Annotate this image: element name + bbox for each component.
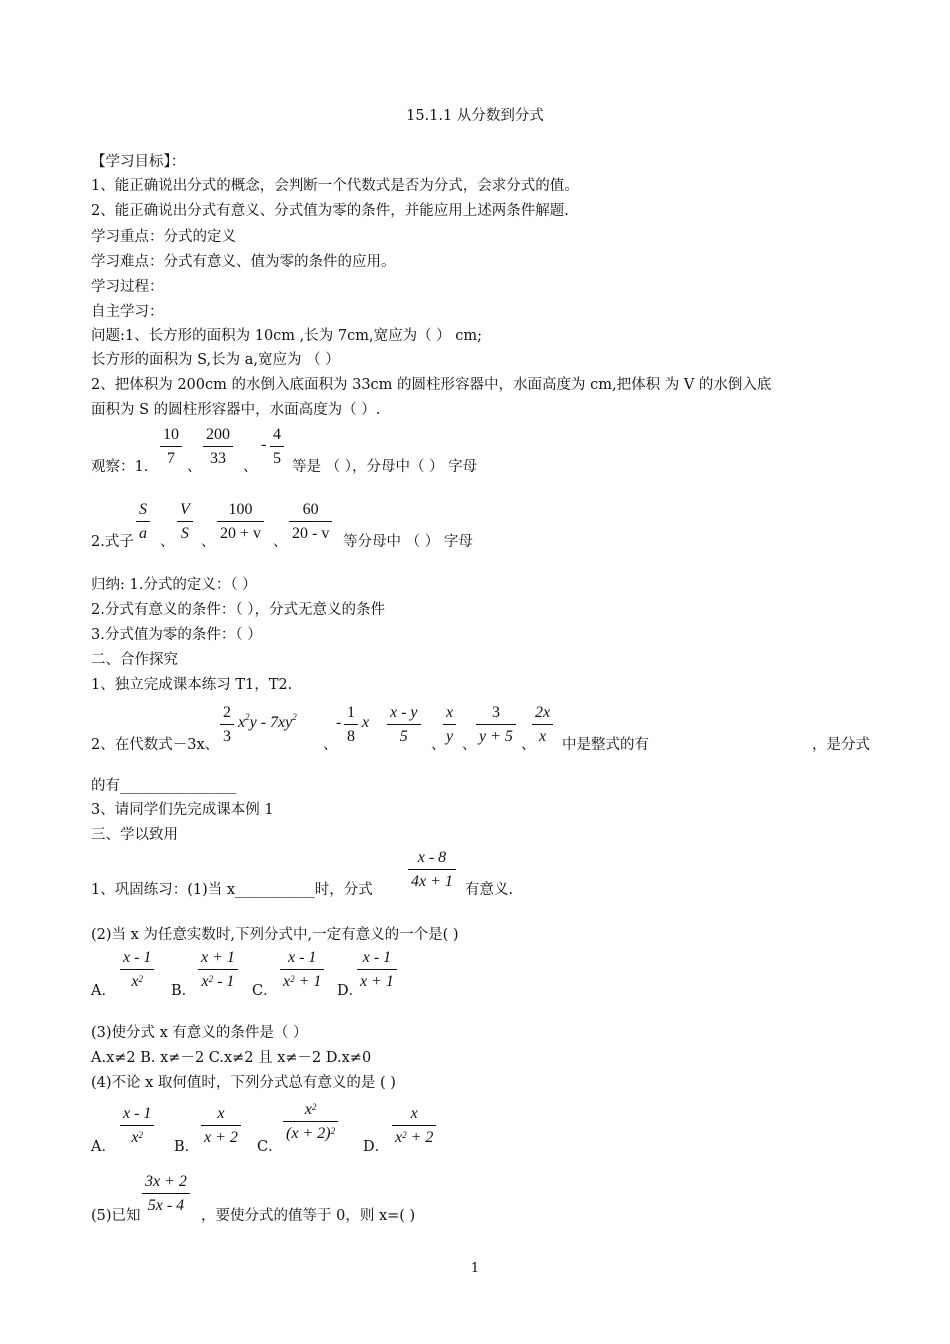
fraction-2-3: $\frac{2}{3}$ (220, 703, 234, 746)
question-1b: 长方形的面积为 S,长为 a,宽应为 （ ） (91, 352, 340, 368)
fraction-option-d: $\frac{x}{x^2 + 2}$ (392, 1104, 436, 1147)
objective-1: 1、能正确说出分式的概念，会判断一个代数式是否为分式，会求分式的值。 (91, 178, 579, 194)
option-b-label: B． (174, 1139, 200, 1155)
fraction-60: $\frac{60}{20 - v}$ (289, 500, 332, 543)
fraction-option-b: $\frac{x}{x + 2}$ (201, 1104, 241, 1147)
summary-1: 归纳: 1.分式的定义：（ ） (91, 577, 257, 593)
part-2-heading: 二、合作探究 (91, 652, 178, 668)
cooperate-2-prefix: 2、在代数式－3x、 (91, 737, 220, 753)
exercise-3: (3)使分式 x 有意义的条件是（ ） (91, 1025, 308, 1041)
separator: 、 (201, 534, 216, 550)
fraction-200-33: $\frac{200}{33}$ (203, 425, 233, 468)
exercise-1-prefix: 1、巩固练习：(1)当 x___________时，分式 (91, 882, 373, 898)
separator: 、 (521, 737, 536, 753)
exercise-3-options: A.x≠2 B. x≠－2 C.x≠2 且 x≠－2 D.x≠0 (91, 1050, 372, 1066)
fraction-option-c: $\frac{x - 1}{x^2 + 1}$ (280, 948, 324, 991)
part-3-heading: 三、学以致用 (91, 827, 178, 843)
option-c-label: C． (257, 1139, 283, 1155)
question-2a: 2、把体积为 200cm 的水倒入底面积为 33cm 的圆柱形容器中，水面高度为 cm,把体积 为 V 的水倒入底 (91, 377, 772, 393)
cooperate-2-mid: 中是整式的有 (562, 737, 649, 753)
exercise-1-suffix: 有意义. (465, 882, 514, 898)
fraction-1-8: $\frac{1}{8}$ (344, 703, 358, 746)
fraction-option-d: $\frac{x - 1}{x + 1}$ (357, 948, 397, 991)
separator: 、 (187, 459, 202, 475)
option-d-label: D． (363, 1139, 390, 1155)
variable-x: x (362, 714, 370, 731)
separator: 、 (462, 737, 477, 753)
process-heading: 学习过程： (91, 279, 164, 295)
fraction-V-S: $\frac{V}{S}$ (177, 500, 193, 543)
separator: 、 (323, 737, 338, 753)
fraction-option-b: $\frac{x + 1}{x^2 - 1}$ (198, 948, 238, 991)
option-d-label: D． (337, 983, 364, 999)
exercise-5-suffix: ，要使分式的值等于 0，则 x=( ) (201, 1208, 416, 1224)
cooperate-2-end: ，是分式 (812, 737, 870, 753)
separator: 、 (160, 534, 175, 550)
question-1a: 问题:1、长方形的面积为 10cm ,长为 7cm,宽应为（ ） cm; (91, 328, 483, 344)
cooperate-1: 1、独立完成课本练习 T1，T2. (91, 677, 293, 693)
fraction-S-a: $\frac{S}{a}$ (136, 500, 150, 543)
fraction-3-y5: $\frac{3}{y + 5}$ (476, 703, 516, 746)
fraction-option-a: $\frac{x - 1}{x^2}$ (120, 1104, 154, 1147)
fraction-x-y-5: $\frac{x - y}{5}$ (387, 703, 421, 746)
option-a-label: A． (91, 1139, 116, 1155)
fraction-10-7: $\frac{10}{7}$ (160, 425, 182, 468)
fraction-option-a: $\frac{x - 1}{x^2}$ (120, 948, 154, 991)
minus-sign: - (336, 714, 342, 731)
minus-sign: - (261, 436, 267, 453)
fraction-x8: $\frac{x - 8}{4x + 1}$ (408, 848, 456, 891)
key-point: 学习重点：分式的定义 (91, 229, 236, 245)
fraction-4-5: $\frac{4}{5}$ (270, 425, 284, 468)
separator: 、 (243, 459, 258, 475)
expression-x2y-7xy2: $x^2y - 7xy^2$ (238, 712, 297, 731)
observe-1-suffix: 等是 （ ），分母中（ ） 字母 (292, 459, 478, 475)
exercise-2: (2)当 x 为任意实数时,下列分式中,一定有意义的一个是( ) (91, 927, 459, 943)
fraction-3x2-5x4: $\frac{3x + 2}{5x - 4}$ (142, 1172, 190, 1215)
exercise-5-prefix: (5)已知 (91, 1208, 141, 1224)
fraction-2x-x: $\frac{2x}{x}$ (532, 703, 553, 746)
self-study-heading: 自主学习： (91, 304, 164, 320)
observe-2-prefix: 2.式子 (91, 534, 134, 550)
exercise-4: (4)不论 x 取何值时，下列分式总有意义的是 ( ) (91, 1075, 396, 1091)
objective-2: 2、能正确说出分式有意义、分式值为零的条件，并能应用上述两条件解题. (91, 203, 569, 219)
observe-1-prefix: 观察：1. (91, 459, 149, 475)
objectives-heading: 【学习目标】： (91, 154, 186, 170)
page-title: 15.1.1 从分数到分式 (406, 108, 544, 124)
fraction-x-y: $\frac{x}{y}$ (443, 703, 456, 746)
page-number: 1 (470, 1261, 480, 1276)
cooperate-3: 3、请同学们先完成课本例 1 (91, 802, 274, 818)
observe-2-suffix: 等分母中 （ ） 字母 (343, 534, 473, 550)
cooperate-2-line2: 的有________________ (91, 778, 236, 794)
separator: 、 (431, 737, 446, 753)
fraction-100: $\frac{100}{20 + v}$ (217, 500, 264, 543)
separator: 、 (273, 534, 288, 550)
question-2b: 面积为 S 的圆柱形容器中，水面高度为（ ）. (91, 402, 381, 418)
option-c-label: C． (252, 983, 278, 999)
difficulty: 学习难点：分式有意义、值为零的条件的应用。 (91, 254, 396, 270)
option-b-label: B． (171, 983, 197, 999)
summary-2: 2.分式有意义的条件：（ ），分式无意义的条件 (91, 602, 385, 618)
option-a-label: A． (91, 983, 116, 999)
summary-3: 3.分式值为零的条件：（ ） (91, 627, 262, 643)
fraction-option-c: $\frac{x^2}{(x + 2)^2}$ (283, 1100, 338, 1143)
